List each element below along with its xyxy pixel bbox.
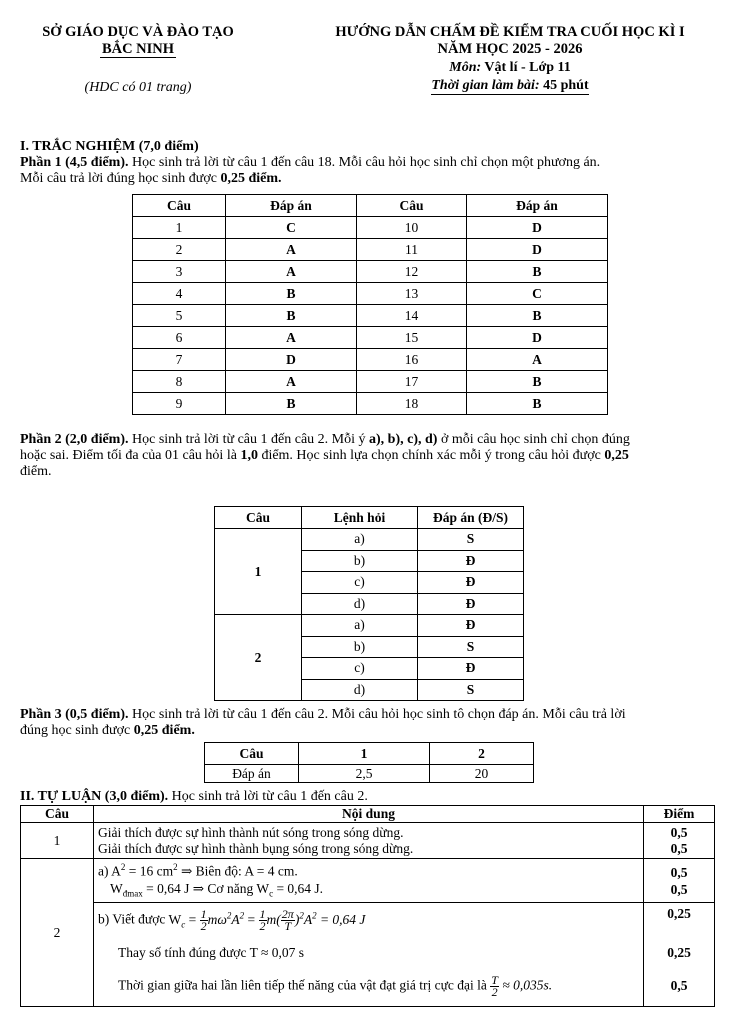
- q2b-frac1b-bot: 2: [259, 919, 266, 934]
- essay-row-q2c: [21, 939, 715, 967]
- part1-head: Phần 1 (4,5 điểm).: [20, 155, 129, 170]
- essay-header-cell: Nội dung: [94, 806, 644, 823]
- part3-answer-table: [204, 742, 534, 783]
- q2a-text: = 0,64 J.: [273, 880, 324, 896]
- q2a-text: = 16 cm: [125, 863, 174, 879]
- q2b-result: = 0,64 J: [316, 912, 366, 928]
- part1-cell: A: [226, 239, 357, 261]
- q2b-frac1: [200, 909, 208, 932]
- part3-cell: Câu: [205, 743, 299, 765]
- q2b-formula: [168, 907, 366, 934]
- part1-cell: B: [226, 305, 357, 327]
- part3-desc: Học sinh trả lời từ câu 1 đến câu 2. Mỗi câu hỏi học sinh tô chọn đáp án. Mỗi câu trả lời: [128, 707, 626, 722]
- essay-row-q2d: [21, 967, 715, 1007]
- part2-answer-cell: S: [418, 636, 524, 658]
- part2-statement-label: b): [302, 636, 418, 658]
- table-row: [133, 371, 608, 393]
- part1-cell: A: [226, 261, 357, 283]
- part2-statement-label: b): [302, 550, 418, 572]
- part2-header-cell: Đáp án (Đ/S): [418, 507, 524, 529]
- part2-statement-label: c): [302, 658, 418, 680]
- q2b-lhs: W: [168, 912, 182, 928]
- part3-line2: đúng học sinh được: [20, 723, 134, 738]
- q2b-frac1-top: 1: [200, 907, 207, 922]
- q2b-frac2-top: 2π: [281, 907, 294, 922]
- essay-q2a-line1: [98, 859, 643, 880]
- part2-answer-cell: Đ: [418, 658, 524, 680]
- q2b-m: mω: [207, 912, 227, 928]
- part1-line2: Mỗi câu trả lời đúng học sinh được: [20, 171, 221, 186]
- essay-row-q1: [21, 823, 715, 859]
- part1-cell: 5: [133, 305, 226, 327]
- part3-cell: 2,5: [299, 765, 430, 783]
- q2b-sub: c: [181, 919, 186, 930]
- essay-q2d-content: [94, 967, 644, 1007]
- q2b-sup: 2: [226, 910, 232, 921]
- q2d-frac-top: T: [491, 972, 498, 987]
- q2d-frac-bot: 2: [491, 984, 498, 999]
- essay-q2d-points: 0,5: [644, 967, 715, 1007]
- essay-q1-points: [644, 823, 715, 859]
- q2b-a2: A: [303, 912, 313, 928]
- part3-cell: 1: [299, 743, 430, 765]
- essay-row-q2a: [21, 859, 715, 903]
- org-name: SỞ GIÁO DỤC VÀ ĐÀO TẠO: [42, 24, 234, 40]
- essay-header-row: [21, 806, 715, 823]
- part1-cell: B: [226, 393, 357, 415]
- essay-q1-p2: 0,5: [670, 840, 688, 856]
- essay-q2c-content: Thay số tính đúng được T ≈ 0,07 s: [94, 939, 644, 967]
- part2-question-number: 1: [215, 529, 302, 615]
- part1-cell: B: [467, 371, 608, 393]
- table-row: [133, 261, 608, 283]
- section2-title-line: [20, 789, 720, 805]
- part1-cell: 15: [357, 327, 467, 349]
- table-row: [215, 615, 524, 637]
- essay-q1-content: [94, 823, 644, 859]
- part1-answer-table: [132, 194, 608, 415]
- part1-cell: B: [467, 261, 608, 283]
- part1-cell: 18: [357, 393, 467, 415]
- school-year: NĂM HỌC 2025 - 2026: [437, 41, 583, 57]
- part1-cell: 16: [357, 349, 467, 371]
- part1-header-cell: Câu: [357, 195, 467, 217]
- part3-cell: 20: [430, 765, 534, 783]
- essay-q1-line2: Giải thích được sự hình thành bụng sóng trong sóng dừng.: [98, 840, 414, 856]
- q2b-text: b) Viết được: [98, 912, 169, 928]
- section2-title-rest: Học sinh trả lời từ câu 1 đến câu 2.: [168, 789, 368, 804]
- part1-cell: 12: [357, 261, 467, 283]
- table-row: [133, 239, 608, 261]
- part1-cell: D: [467, 239, 608, 261]
- table-row: [215, 529, 524, 551]
- part2-answer-cell: Đ: [418, 572, 524, 594]
- part1-cell: 2: [133, 239, 226, 261]
- time-label: Thời gian làm bài:: [431, 78, 540, 93]
- part1-cell: A: [226, 371, 357, 393]
- part2-statement-label: d): [302, 679, 418, 701]
- essay-q2a-content: [94, 859, 644, 903]
- essay-q1-line1: Giải thích được sự hình thành nút sóng trong sóng dừng.: [98, 824, 404, 840]
- essay-row-q2b: [21, 903, 715, 939]
- part1-cell: C: [467, 283, 608, 305]
- part1-cell: D: [226, 349, 357, 371]
- time-underline: [431, 78, 588, 95]
- q2a-text: ⇒ Biên độ: A = 4 cm.: [177, 863, 298, 879]
- q2b-eq: =: [244, 912, 259, 928]
- table-row: [133, 305, 608, 327]
- time-line: [300, 78, 720, 94]
- part2-header-cell: Câu: [215, 507, 302, 529]
- subject-label: Môn:: [449, 60, 482, 75]
- page-count-note: (HDC có 01 trang): [84, 80, 192, 95]
- part1-cell: 8: [133, 371, 226, 393]
- essay-q1-number: 1: [21, 823, 94, 859]
- part3-cell: 2: [430, 743, 534, 765]
- part2-line2b: 1,0: [240, 448, 258, 463]
- part3-head: Phần 3 (0,5 điểm).: [20, 707, 129, 722]
- doc-title: HƯỚNG DẪN CHẤM ĐỀ KIỂM TRA CUỐI HỌC KÌ I: [335, 24, 685, 40]
- part1-cell: 17: [357, 371, 467, 393]
- table-row: [133, 217, 608, 239]
- part2-desc2: ở mỗi câu học sinh chỉ chọn đúng: [437, 432, 630, 447]
- part1-header-cell: Đáp án: [467, 195, 608, 217]
- time-value: 45 phút: [539, 78, 589, 93]
- q2a-sup: 2: [173, 862, 178, 872]
- part3-text: [20, 707, 720, 739]
- part3-points: 0,25 điểm.: [133, 723, 195, 738]
- section2-title: II. TỰ LUẬN (3,0 điểm).: [20, 789, 169, 804]
- part2-question-number: 2: [215, 615, 302, 701]
- part2-answer-cell: S: [418, 679, 524, 701]
- part2-statement-label: c): [302, 572, 418, 594]
- table-row: [133, 283, 608, 305]
- part1-cell: 3: [133, 261, 226, 283]
- part2-table-header: [215, 507, 524, 529]
- essay-q2a-p2: 0,5: [670, 881, 688, 897]
- part2-answer-cell: Đ: [418, 593, 524, 615]
- q2a-text: W: [110, 880, 123, 896]
- q2a-text: = 0,64 J ⇒ Cơ năng W: [142, 880, 270, 896]
- part1-table-header: [133, 195, 608, 217]
- essay-header-cell: Câu: [21, 806, 94, 823]
- part2-statement-label: d): [302, 593, 418, 615]
- part1-cell: 14: [357, 305, 467, 327]
- part2-answer-cell: S: [418, 529, 524, 551]
- essay-q2a-points: [644, 859, 715, 903]
- part1-text: [20, 155, 720, 187]
- part2-statement-label: a): [302, 529, 418, 551]
- q2b-frac1b-top: 1: [259, 907, 266, 922]
- essay-q2b-points: 0,25: [644, 903, 715, 939]
- part1-cell: 13: [357, 283, 467, 305]
- essay-q2a-p1: 0,5: [670, 864, 688, 880]
- part2-text: [20, 432, 720, 480]
- q2a-sub: c: [269, 888, 274, 899]
- part1-cell: B: [226, 283, 357, 305]
- table-row: [133, 393, 608, 415]
- q2b-frac2-bot: T: [284, 919, 292, 934]
- part1-cell: 1: [133, 217, 226, 239]
- part1-points: 0,25 điểm.: [220, 171, 282, 186]
- q2d-text: Thời gian giữa hai lần liên tiếp thế năng của vật đạt giá trị cực đại là: [118, 977, 491, 993]
- part1-cell: 4: [133, 283, 226, 305]
- essay-q2-number: 2: [21, 859, 94, 1007]
- q2b-eq: =: [185, 912, 200, 928]
- q2b-sup: 2: [312, 910, 317, 921]
- part1-header-cell: Câu: [133, 195, 226, 217]
- q2a-sup: 2: [120, 862, 126, 872]
- part1-cell: B: [467, 305, 608, 327]
- part2-opts: a), b), c), d): [369, 432, 438, 447]
- part1-cell: 9: [133, 393, 226, 415]
- part1-cell: A: [467, 349, 608, 371]
- essay-header-cell: Điểm: [644, 806, 715, 823]
- part1-cell: 7: [133, 349, 226, 371]
- part2-answer-cell: Đ: [418, 550, 524, 572]
- part3-row-header: [205, 743, 534, 765]
- subject-value: Vật lí - Lớp 11: [481, 60, 571, 75]
- q2b-frac1b: [259, 909, 267, 932]
- part2-line2c: điểm. Học sinh lựa chọn chính xác mỗi ý trong câu hỏi được: [257, 448, 605, 463]
- table-row: [133, 327, 608, 349]
- table-row: [133, 349, 608, 371]
- q2a-sub: đmax: [122, 888, 143, 899]
- essay-table: [20, 805, 715, 1007]
- q2b-frac2: [281, 909, 295, 932]
- part2-statement-label: a): [302, 615, 418, 637]
- q2a-text: a) A: [98, 863, 121, 879]
- q2b-paren: ): [294, 912, 300, 928]
- part1-header-cell: Đáp án: [226, 195, 357, 217]
- part2-answer-cell: Đ: [418, 615, 524, 637]
- essay-q2a-line2: [98, 880, 643, 903]
- q2b-sup: 2: [239, 910, 245, 921]
- org-province: [20, 41, 256, 58]
- part3-cell: Đáp án: [205, 765, 299, 783]
- part1-cell: 10: [357, 217, 467, 239]
- q2b-sup: 2: [299, 910, 304, 921]
- part2-head: Phần 2 (2,0 điểm).: [20, 432, 129, 447]
- part2-desc1: Học sinh trả lời từ câu 1 đến câu 2. Mỗi ý: [128, 432, 369, 447]
- part2-line2a: hoặc sai. Điểm tối đa của 01 câu hỏi là: [20, 448, 241, 463]
- q2b-m2: m(: [266, 912, 281, 928]
- part3-row-answer: [205, 765, 534, 783]
- part1-cell: 6: [133, 327, 226, 349]
- essay-q2c-points: 0,25: [644, 939, 715, 967]
- q2b-frac1-bot: 2: [200, 919, 207, 934]
- part1-cell: C: [226, 217, 357, 239]
- org-province-text: BẮC NINH: [101, 41, 175, 57]
- part2-line3: điểm.: [20, 464, 52, 479]
- part1-cell: A: [226, 327, 357, 349]
- essay-q1-p1: 0,5: [670, 824, 688, 840]
- part2-line2d: 0,25: [604, 448, 629, 463]
- q2b-a: A: [231, 912, 240, 928]
- q2d-frac: [490, 972, 499, 999]
- part1-cell: B: [467, 393, 608, 415]
- part1-cell: D: [467, 327, 608, 349]
- part1-cell: D: [467, 217, 608, 239]
- section1-title: I. TRẮC NGHIỆM (7,0 điểm): [20, 139, 199, 154]
- subject-line: [300, 60, 720, 76]
- part1-desc: Học sinh trả lời từ câu 1 đến câu 18. Mỗi câu hỏi học sinh chỉ chọn một phương án.: [128, 155, 601, 170]
- part2-header-cell: Lệnh hỏi: [302, 507, 418, 529]
- q2d-post: ≈ 0,035s.: [498, 977, 553, 993]
- part2-answer-table: [214, 506, 524, 701]
- part1-cell: 11: [357, 239, 467, 261]
- essay-q2b-content: [94, 903, 644, 939]
